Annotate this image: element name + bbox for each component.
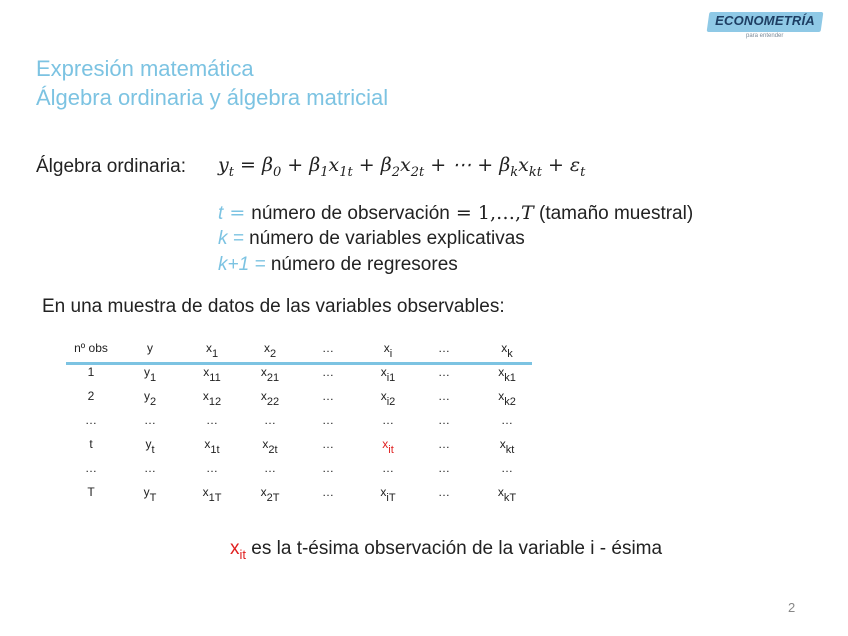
table-header-cell: $x_k$ <box>501 341 513 360</box>
table-header-cell: … <box>322 341 334 355</box>
table-cell: $x_{2t}$ <box>262 437 278 456</box>
slide-title-line2: Álgebra ordinaria y álgebra matricial <box>36 85 389 110</box>
table-cell: … <box>382 461 394 475</box>
table-header-underline <box>66 362 532 365</box>
table-cell: … <box>85 461 97 475</box>
def-t-text: número de observación <box>251 203 450 224</box>
formula-lhs: y <box>218 154 229 176</box>
slide-title-line1: Expresión matemática <box>36 56 254 81</box>
formula-part: + ε <box>541 154 581 176</box>
table-header-cell: $x_2$ <box>263 341 277 360</box>
def-k-text: número de variables explicativas <box>243 228 525 249</box>
def-t-var: t <box>218 203 224 224</box>
formula-part: + β <box>352 154 392 176</box>
table-cell: $y_1$ <box>143 365 157 384</box>
table-cell: $x_{12}$ <box>202 389 222 408</box>
table-cell: $y_T$ <box>143 485 157 504</box>
formula-part: x <box>328 154 340 176</box>
table-cell: 2 <box>87 389 95 403</box>
table-cell: … <box>501 461 513 475</box>
table-cell: $x_{i1}$ <box>380 365 396 384</box>
table-cell: … <box>322 365 334 379</box>
table-cell: $x_{21}$ <box>260 365 280 384</box>
xit-statement <box>230 538 662 562</box>
formula-lhs-sub: t <box>228 164 234 180</box>
table-cell: … <box>322 389 334 403</box>
table-cell: $x_{22}$ <box>260 389 280 408</box>
table-cell: … <box>438 485 450 499</box>
table-cell: t <box>89 437 93 451</box>
table-cell: … <box>438 413 450 427</box>
table-cell: T <box>87 485 95 499</box>
statement-text: es la t-ésima observación de la variable i - ésima <box>246 538 663 559</box>
def-t-tail: (tamaño muestral) <box>533 203 694 224</box>
def-t-math: = 1,…, <box>449 202 522 224</box>
table-cell: … <box>501 413 513 427</box>
table-cell: $x_{i2}$ <box>380 389 396 408</box>
table-cell: … <box>264 461 276 475</box>
def-k-var: k = <box>218 228 244 249</box>
formula-part: 1 <box>320 164 329 180</box>
formula-part: + β <box>281 154 321 176</box>
formula-part: + ⋯ + β <box>424 154 511 176</box>
def-t-mathi: T <box>521 202 534 224</box>
table-cell: … <box>144 461 156 475</box>
table-cell: $x_{kt}$ <box>499 437 515 456</box>
formula-part: kt <box>528 164 542 180</box>
table-cell: $x_{2T}$ <box>260 485 280 504</box>
def-k1-var: k+1 = <box>218 254 266 275</box>
table-cell: … <box>438 461 450 475</box>
table-header-cell: … <box>438 341 450 355</box>
table-cell: … <box>322 485 334 499</box>
table-cell: $y_t$ <box>145 437 155 456</box>
table-header-cell: $x_1$ <box>205 341 219 360</box>
table-cell: $x_{k1}$ <box>498 365 516 384</box>
table-cell: … <box>322 461 334 475</box>
table-cell: $x_{1t}$ <box>204 437 220 456</box>
table-cell: $x_{1T}$ <box>202 485 222 504</box>
statement-var: $x_{it}$ <box>230 538 246 562</box>
table-header-cell: nº obs <box>74 341 108 355</box>
sample-label: En una muestra de datos de las variables observables: <box>42 296 505 317</box>
formula-part: 0 <box>272 164 282 180</box>
table-cell: … <box>438 389 450 403</box>
table-cell: … <box>382 413 394 427</box>
table-cell: $x_{iT}$ <box>380 485 396 504</box>
table-cell: $x_{it}$ <box>382 437 394 456</box>
formula-part: x <box>518 154 529 176</box>
table-cell: … <box>206 413 218 427</box>
table-header-cell: y <box>147 341 153 355</box>
table-cell: 1 <box>87 365 95 379</box>
table-cell: … <box>206 461 218 475</box>
formula-part: = β <box>240 154 273 176</box>
table-cell: $x_{kT}$ <box>497 485 517 504</box>
formula-part: 2t <box>410 164 425 180</box>
table-cell: … <box>85 413 97 427</box>
table-cell: $x_{11}$ <box>203 365 221 384</box>
table-cell: $y_2$ <box>143 389 157 408</box>
table-cell: … <box>322 413 334 427</box>
logo-text: ECONOMETRÍA <box>715 13 815 28</box>
def-k1-text: número de regresores <box>265 254 458 275</box>
table-cell: … <box>438 437 450 451</box>
formula-part: t <box>580 164 586 180</box>
def-t-eq: = <box>223 202 252 224</box>
ordinary-algebra-label: Álgebra ordinaria: <box>36 156 186 177</box>
formula-part: x <box>400 154 411 176</box>
table-cell: … <box>438 365 450 379</box>
page-number: 2 <box>788 600 796 615</box>
table-cell: … <box>322 437 334 451</box>
table-cell: … <box>144 413 156 427</box>
logo-subtext: para entender <box>746 33 784 39</box>
formula-part: 2 <box>391 164 400 180</box>
table-cell: $x_{k2}$ <box>498 389 516 408</box>
table-cell: … <box>264 413 276 427</box>
formula-part: k <box>510 164 519 180</box>
formula-part: 1t <box>339 164 353 180</box>
table-header-cell: $x_i$ <box>383 341 393 360</box>
